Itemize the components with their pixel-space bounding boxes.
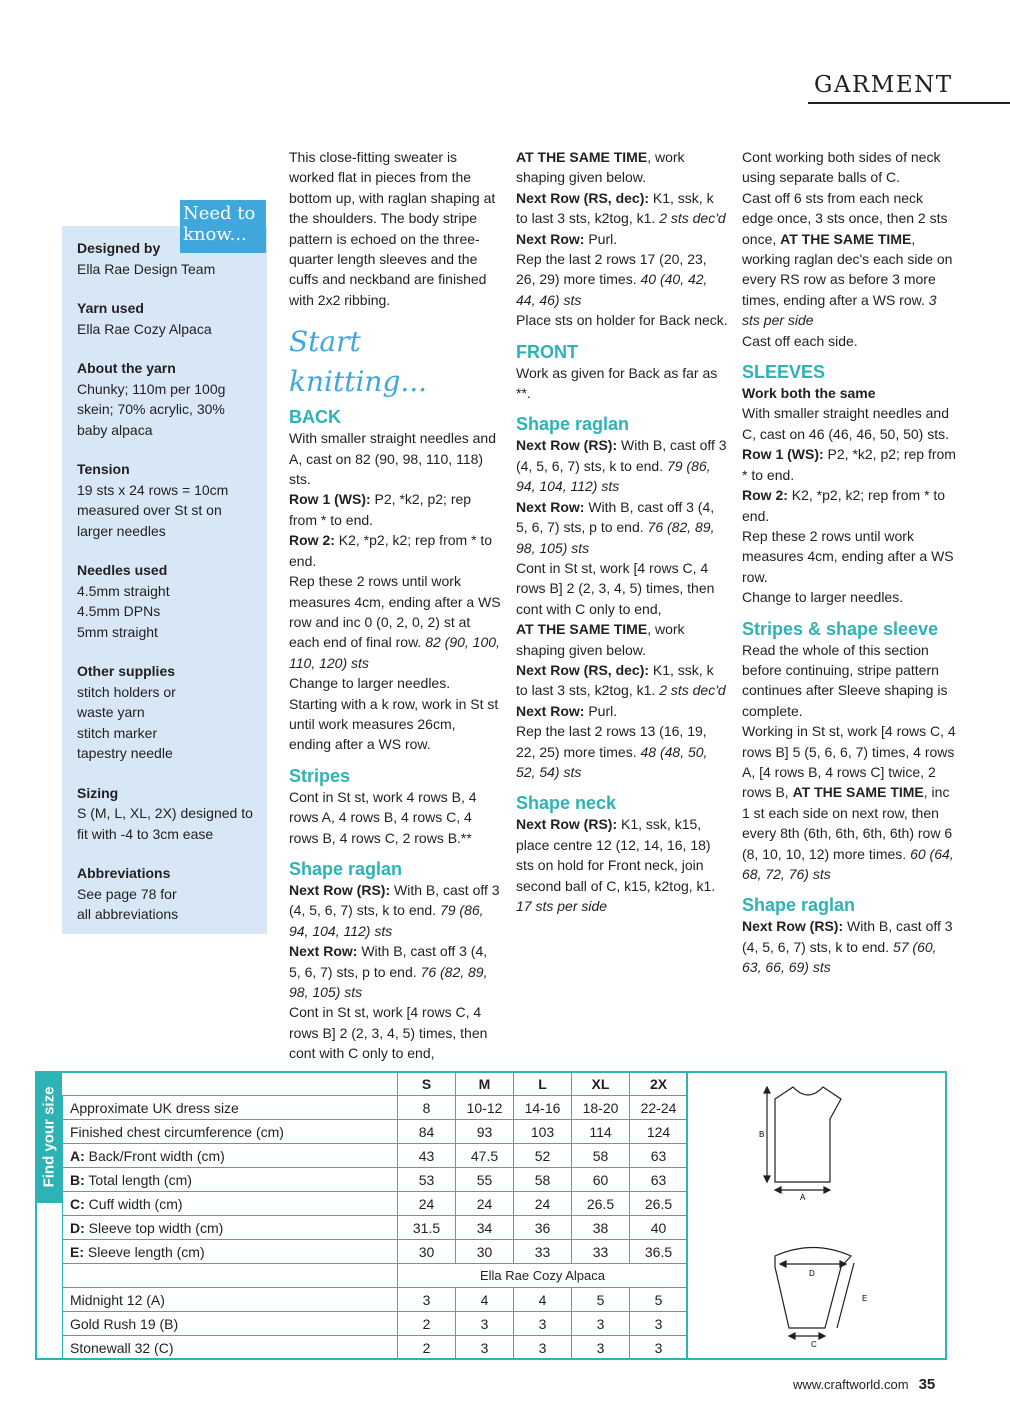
info-group-line: tapestry needle: [77, 745, 173, 761]
label-e: E: [862, 1294, 868, 1303]
size-value-cell: 40: [630, 1216, 688, 1240]
yarn-value-cell: 3: [572, 1336, 630, 1360]
yarn-header-row: [63, 1264, 688, 1288]
size-row-text: Sleeve top width (cm): [84, 1219, 224, 1236]
size-value-cell: 84: [398, 1120, 456, 1144]
yarn-value-cell: 4: [456, 1288, 514, 1312]
neck-heading: Shape neck: [516, 793, 617, 814]
front-purl-row: Next Row: Purl.: [516, 702, 618, 719]
yarn-value-cell: 3: [572, 1312, 630, 1336]
size-value-cell: 30: [456, 1240, 514, 1264]
size-value-cell: 33: [572, 1240, 630, 1264]
sleeve-rep: Rep these 2 rows until work measures 4cm, ending after a WS row.: [742, 527, 954, 585]
info-group-line: all abbreviations: [77, 906, 179, 922]
info-group-label: About the yarn: [77, 360, 176, 376]
yarn-row-label: Midnight 12 (A): [63, 1288, 398, 1312]
label-d: D: [809, 1269, 815, 1278]
info-group-label: Sizing: [77, 784, 119, 801]
start-knitting-heading: Start knitting...: [289, 325, 428, 399]
yarn-row: [63, 1336, 688, 1360]
front-raglan-ws: Next Row: With B, cast off 3 (4, 5, 6, 7) sts, p to end. 76 (82, 89, 98, 105) sts: [516, 498, 715, 556]
size-row-prefix: C:: [70, 1195, 85, 1212]
size-row: [63, 1240, 688, 1264]
size-value-cell: 60: [572, 1168, 630, 1192]
yarn-row-label: Stonewall 32 (C): [63, 1336, 398, 1360]
body-outline: [775, 1087, 841, 1182]
front-raglan-heading: Shape raglan: [516, 414, 630, 435]
neck-cont: Cont working both sides of neck using separate balls of C.: [742, 149, 941, 186]
size-value-cell: 53: [398, 1168, 456, 1192]
info-group-label: Tension: [77, 461, 130, 477]
back-raglan-heading: Shape raglan: [289, 858, 403, 879]
info-group-line: larger needles: [77, 522, 166, 539]
size-value-cell: 103: [514, 1120, 572, 1144]
stripes-heading: Stripes: [289, 765, 351, 786]
size-row-text: Back/Front width (cm): [84, 1147, 225, 1164]
find-your-size-label: Find your size: [40, 1086, 57, 1188]
sleeve-cast-on: With smaller straight needles and C, cast on 46 (46, 46, 50, 50) sts.: [742, 405, 949, 442]
front-heading: FRONT: [516, 341, 578, 362]
arrow-a-left: [775, 1187, 781, 1193]
size-row-label: [63, 1144, 398, 1168]
section-header: [808, 70, 1010, 104]
yarn-row: [63, 1288, 688, 1312]
column-3: [742, 147, 957, 978]
yarn-header-blank: [63, 1264, 398, 1288]
size-value-cell: 114: [572, 1120, 630, 1144]
arrow-a-right: [824, 1187, 830, 1193]
back-st-st: Starting with a k row, work in St st until work measures 26cm, ending after a WS row.: [289, 695, 499, 753]
size-value-cell: 30: [398, 1240, 456, 1264]
header-rule: [808, 102, 1010, 104]
size-row-prefix: B:: [70, 1171, 85, 1188]
size-value-cell: 33: [514, 1240, 572, 1264]
sleeve-row2: Row 2: K2, *p2, k2; rep from * to end.: [742, 487, 946, 524]
back-row2: Row 2: K2, *p2, k2; rep from * to end.: [289, 532, 493, 569]
info-group-label: Other supplies: [77, 663, 176, 679]
body-schematic: [764, 1087, 841, 1193]
yarn-value-cell: 4: [514, 1288, 572, 1312]
back-raglan-ws: Next Row: With B, cast off 3 (4, 5, 6, 7) sts, p to end. 76 (82, 89, 98, 105) sts: [289, 943, 488, 1000]
yarn-value-cell: 2: [398, 1312, 456, 1336]
sleeves-heading: SLEEVES: [742, 362, 826, 383]
column-2: [516, 147, 728, 916]
size-value-cell: 38: [572, 1216, 630, 1240]
front-ats: AT THE SAME TIME, work shaping given below.: [516, 621, 685, 658]
info-group-line: waste yarn: [77, 704, 145, 720]
back-rep-rows: Rep the last 2 rows 17 (20, 23, 26, 29) more times. 40 (40, 42, 44, 46) sts: [516, 251, 708, 308]
info-group-line: 4.5mm straight: [77, 582, 170, 599]
info-group-line: measured over St st on: [77, 502, 222, 518]
size-header-cell: M: [456, 1072, 514, 1096]
size-value-cell: 26.5: [630, 1192, 688, 1216]
label-b: B: [759, 1130, 765, 1139]
info-group-line: See page 78 for: [77, 885, 177, 902]
size-row-label: [63, 1168, 398, 1192]
info-group-line: Ella Rae Design Team: [77, 260, 216, 277]
info-group: [77, 358, 257, 440]
info-group-line: 19 sts x 24 rows = 10cm: [77, 481, 229, 498]
yarn-value-cell: 3: [456, 1336, 514, 1360]
back-heading: BACK: [289, 407, 341, 428]
info-group: [77, 298, 257, 339]
size-table: [62, 1071, 688, 1360]
stripes-shape-heading: Stripes & shape sleeve: [742, 618, 939, 639]
size-value-cell: 34: [456, 1216, 514, 1240]
size-value-cell: 36.5: [630, 1240, 688, 1264]
neck-final: Cast off each side.: [742, 332, 858, 349]
info-group: [77, 863, 257, 925]
label-c: C: [811, 1340, 817, 1349]
find-your-size-tab: [35, 1071, 62, 1203]
yarn-value-cell: 3: [398, 1288, 456, 1312]
size-row-label: [63, 1240, 398, 1264]
schematic-svg: [687, 1073, 946, 1358]
yarn-value-cell: 3: [514, 1336, 572, 1360]
size-header-blank: [63, 1072, 398, 1096]
info-group-line: 5mm straight: [77, 623, 158, 640]
size-value-cell: 63: [630, 1144, 688, 1168]
yarn-row-label: Gold Rush 19 (B): [63, 1312, 398, 1336]
info-group-label: Abbreviations: [77, 865, 171, 881]
info-group-line: stitch marker: [77, 724, 158, 741]
info-group-line: fit with -4 to 3cm ease: [77, 825, 214, 842]
need-to-know-panel: [62, 226, 267, 934]
sleeve-schematic: [775, 1248, 854, 1340]
size-value-cell: 10-12: [456, 1096, 514, 1120]
sleeve-raglan-heading: Shape raglan: [742, 895, 856, 916]
size-value-cell: 58: [572, 1144, 630, 1168]
yarn-header: Ella Rae Cozy Alpaca: [398, 1264, 688, 1288]
size-value-cell: 55: [456, 1168, 514, 1192]
info-group-line: Chunky; 110m per 100g: [77, 380, 226, 397]
arrow-b-bottom: [764, 1176, 770, 1182]
size-value-cell: 31.5: [398, 1216, 456, 1240]
arrow-c-left: [789, 1333, 795, 1339]
back-change-needles: Change to larger needles.: [289, 675, 451, 692]
back-raglan-rs: Next Row (RS): With B, cast off 3 (4, 5, 6, 7) sts, k to end. 79 (86, 94, 104, 112) sts: [289, 881, 500, 939]
front-dec-row: Next Row (RS, dec): K1, ssk, k to last 3 sts, k2tog, k1. 2 sts dec'd: [516, 661, 726, 699]
size-value-cell: 8: [398, 1096, 456, 1120]
arrow-d-left: [780, 1261, 786, 1267]
yarn-value-cell: 5: [572, 1288, 630, 1312]
size-header-cell: L: [514, 1072, 572, 1096]
size-row-text: Sleeve length (cm): [84, 1243, 205, 1260]
size-value-cell: 124: [630, 1120, 688, 1144]
yarn-value-cell: 3: [630, 1312, 688, 1336]
size-header-row: [63, 1072, 688, 1096]
size-row-label: [63, 1192, 398, 1216]
front-text: Work as given for Back as far as **.: [516, 364, 718, 402]
yarn-value-cell: 2: [398, 1336, 456, 1360]
size-value-cell: 93: [456, 1120, 514, 1144]
size-value-cell: 24: [456, 1192, 514, 1216]
arrow-b-top: [764, 1087, 770, 1093]
size-header-cell: XL: [572, 1072, 630, 1096]
size-row: [63, 1096, 688, 1120]
yarn-row: [63, 1312, 688, 1336]
info-group-line: Ella Rae Cozy Alpaca: [77, 320, 212, 337]
stripes-text: Cont in St st, work 4 rows B, 4 rows A, 4 rows B, 4 rows C, 4 rows B, 4 rows C, 2 rows B.**: [289, 788, 477, 846]
back-neck-holder: Place sts on holder for Back neck.: [516, 312, 728, 329]
size-header-cell: 2X: [630, 1072, 688, 1096]
size-value-cell: 52: [514, 1144, 572, 1168]
size-row: [63, 1144, 688, 1168]
page-footer: [793, 1376, 935, 1393]
size-row: [63, 1120, 688, 1144]
intro-text: This close-fitting sweater is worked flat in pieces from the bottom up, with raglan shaping at the shoulders. The body stripe pattern is echoed on the three-quarter length sleeves and the cuffs and neckband are finished with 2x2 ribbing.: [289, 149, 496, 308]
yarn-value-cell: 3: [630, 1336, 688, 1360]
info-group-line: baby alpaca: [77, 421, 153, 438]
info-group-label: Needles used: [77, 562, 168, 578]
size-row-prefix: D:: [70, 1219, 85, 1236]
yarn-value-cell: 3: [514, 1312, 572, 1336]
size-row: [63, 1216, 688, 1240]
neck-cast-off: Cast off 6 sts from each neck edge once, 3 sts once, then 2 sts once, AT THE SAME TIME, working raglan dec's each side on every RS row as before 3 more times, ending after a WS row. 3 sts per side: [742, 189, 953, 329]
size-row-text: Total length (cm): [84, 1171, 192, 1188]
size-row-text: Cuff width (cm): [84, 1195, 183, 1212]
info-group: [77, 560, 257, 642]
info-group: [77, 459, 257, 541]
size-value-cell: 26.5: [572, 1192, 630, 1216]
size-row-label: [63, 1096, 398, 1120]
back-dec-row: Next Row (RS, dec): K1, ssk, k to last 3 sts, k2tog, k1. 2 sts dec'd: [516, 189, 726, 227]
back-raglan-cont: Cont in St st, work [4 rows C, 4 rows B] 2 (2, 3, 4, 5) times, then cont with C only to end,: [289, 1004, 488, 1062]
info-group: [77, 783, 257, 845]
label-a: A: [800, 1193, 806, 1202]
column-1: [289, 147, 501, 1064]
size-value-cell: 36: [514, 1216, 572, 1240]
size-value-cell: 43: [398, 1144, 456, 1168]
info-group-line: 4.5mm DPNs: [77, 603, 161, 619]
front-rep-rows: Rep the last 2 rows 13 (16, 19, 22, 25) more times. 48 (48, 50, 52, 54) sts: [516, 723, 708, 780]
size-header-cell: S: [398, 1072, 456, 1096]
size-value-cell: 24: [398, 1192, 456, 1216]
info-group-line: S (M, L, XL, 2X) designed to: [77, 805, 253, 821]
size-value-cell: 47.5: [456, 1144, 514, 1168]
size-value-cell: 14-16: [514, 1096, 572, 1120]
back-row1: Row 1 (WS): P2, *k2, p2; rep from * to end.: [289, 491, 472, 528]
size-row: [63, 1192, 688, 1216]
garment-diagrams: [686, 1073, 945, 1358]
size-value-cell: 22-24: [630, 1096, 688, 1120]
size-row-text: Approximate UK dress size: [70, 1099, 239, 1116]
size-row-prefix: E:: [70, 1243, 84, 1260]
section-title: GARMENT: [814, 72, 953, 98]
arrow-c-right: [819, 1333, 825, 1339]
back-purl-row: Next Row: Purl.: [516, 230, 618, 247]
size-value-cell: 18-20: [572, 1096, 630, 1120]
back-rep: Rep these 2 rows until work measures 4cm, ending after a WS row and inc 0 (0, 2, 0, 2) st at each end of final row. 82 (90, 100, 110, 120) sts: [289, 573, 501, 671]
size-value-cell: 24: [514, 1192, 572, 1216]
page-number: 35: [918, 1376, 936, 1393]
size-value-cell: 58: [514, 1168, 572, 1192]
work-both: Work both the same: [742, 385, 876, 402]
stripes-shape-text: Working in St st, work [4 rows C, 4 rows B] 5 (5, 6, 6, 7) times, 4 rows A, [4 rows B, 4 rows C] twice, 2 rows B, AT THE SAME TIME, inc 1 st each side on next row, then every 8th (6th, 6th, 6th, 6th) row 6 (8, 10, 10, 12) more times. 60 (64, 68, 72, 76) sts: [742, 723, 956, 882]
stripes-shape-intro: Read the whole of this section before continuing, stripe pattern continues after Sleeve shaping is complete.: [742, 641, 948, 719]
footer-url: www.craftworld.com: [793, 1377, 909, 1392]
yarn-value-cell: 3: [456, 1312, 514, 1336]
info-group-line: stitch holders or: [77, 683, 176, 700]
size-row: [63, 1168, 688, 1192]
size-row-text: Finished chest circumference (cm): [70, 1123, 284, 1140]
size-value-cell: 63: [630, 1168, 688, 1192]
front-raglan-rs: Next Row (RS): With B, cast off 3 (4, 5, 6, 7) sts, k to end. 79 (86, 94, 104, 112) sts: [516, 437, 727, 495]
yarn-value-cell: 5: [630, 1288, 688, 1312]
size-row-label: [63, 1120, 398, 1144]
sleeve-row1: Row 1 (WS): P2, *k2, p2; rep from * to end.: [742, 446, 956, 483]
info-group-label: Designed by: [77, 240, 161, 256]
sleeve-change-needles: Change to larger needles.: [742, 589, 904, 606]
size-row-label: [63, 1216, 398, 1240]
size-row-prefix: A:: [70, 1147, 85, 1164]
back-ats: AT THE SAME TIME, work shaping given below.: [516, 149, 685, 186]
back-cast-on: With smaller straight needles and A, cast on 82 (90, 98, 110, 118) sts.: [289, 430, 496, 488]
front-raglan-cont: Cont in St st, work [4 rows C, 4 rows B] 2 (2, 3, 4, 5) times, then cont with C only to end,: [516, 559, 715, 617]
sleeve-raglan-rs: Next Row (RS): With B, cast off 3 (4, 5, 6, 7) sts, k to end. 57 (60, 63, 66, 69) sts: [742, 918, 953, 976]
info-group-line: skein; 70% acrylic, 30%: [77, 401, 225, 417]
info-group-label: Yarn used: [77, 300, 144, 316]
neck-row: Next Row (RS): K1, ssk, k15, place centre 12 (12, 14, 16, 18) sts on hold for Front neck, join second ball of C, k15, k2tog, k1. 17 sts per side: [516, 816, 716, 914]
need-to-know-tab: Need to know...: [180, 200, 266, 253]
info-group: [77, 661, 257, 764]
